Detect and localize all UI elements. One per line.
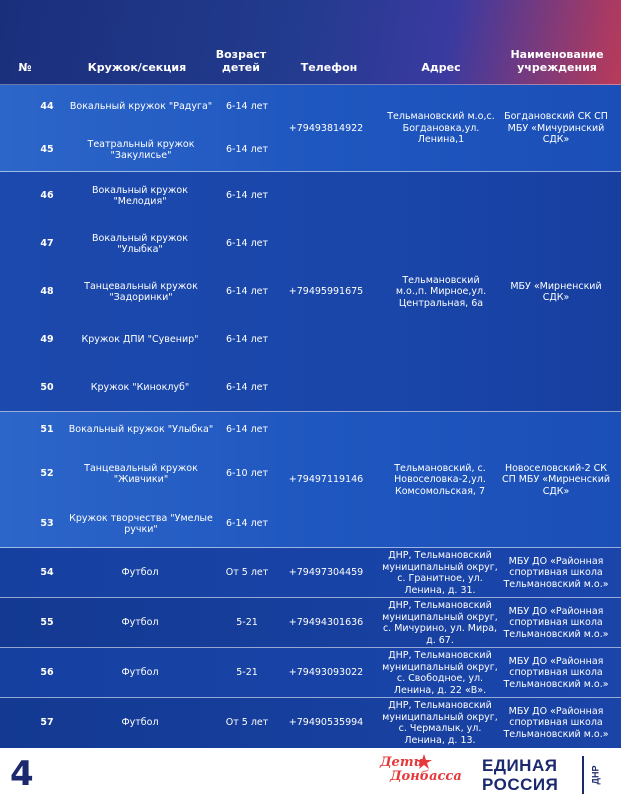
header-num: № xyxy=(18,61,32,74)
row-section: Кружок "Киноклуб" xyxy=(90,382,190,394)
group-address: Тельмановский, с. Новоселовка-2,ул. Комсомольская, 7 xyxy=(394,462,486,497)
row-age: 6-10 лет xyxy=(225,468,269,480)
row-age: 6-14 лет xyxy=(225,238,269,250)
row-number: 51 xyxy=(40,424,54,436)
group-institution: Новоселовский-2 СК СП МБУ «Мирненский СДК» xyxy=(501,462,611,497)
row-age: 6-14 лет xyxy=(225,190,269,202)
row-section: Футбол xyxy=(121,717,159,729)
group-phone: +79493093022 xyxy=(288,667,364,679)
table-group xyxy=(0,548,621,598)
group-phone: +79497119146 xyxy=(288,474,364,486)
row-number: 57 xyxy=(40,717,54,729)
header-phone: Телефон xyxy=(300,61,358,74)
table-body xyxy=(0,85,621,748)
row-number: 46 xyxy=(40,190,54,202)
group-phone: +79494301636 xyxy=(288,617,364,629)
logo-er-line1: ЕДИНАЯ xyxy=(482,756,558,775)
row-number: 49 xyxy=(40,334,54,346)
table-group xyxy=(0,85,621,172)
page-number: 4 xyxy=(10,754,34,794)
row-number: 54 xyxy=(40,567,54,579)
group-address: ДНР, Тельмановский муниципальный округ, с. Чермалык, ул. Ленина, д. 13. xyxy=(382,700,498,746)
group-phone: +79497304459 xyxy=(288,567,364,579)
group-address: ДНР, Тельмановский муниципальный округ, с. Гранитное, ул. Ленина, д. 31. xyxy=(382,550,498,596)
row-number: 53 xyxy=(40,518,54,530)
row-number: 55 xyxy=(40,617,54,629)
logo-er-region: ДНР xyxy=(590,765,601,785)
table-group xyxy=(0,648,621,698)
group-institution: Богдановский СК СП МБУ «Мичуринский СДК» xyxy=(504,111,608,146)
logo-deti-line1: Дети xyxy=(380,755,424,770)
row-age: От 5 лет xyxy=(225,567,269,579)
table-group xyxy=(0,698,621,748)
table-header xyxy=(0,0,621,84)
edinaya-rossiya-logo xyxy=(478,754,618,796)
group-institution: МБУ «Мирненский СДК» xyxy=(510,280,602,303)
row-number: 45 xyxy=(40,144,54,156)
group-phone: +79490535994 xyxy=(288,717,364,729)
row-number: 56 xyxy=(40,667,54,679)
group-institution: МБУ ДО «Районная спортивная школа Тельмановский м.о.» xyxy=(503,705,609,740)
group-phone: +79493814922 xyxy=(288,122,364,134)
header-address: Адрес xyxy=(421,61,461,74)
header-section: Кружок/секция xyxy=(87,61,187,74)
row-number: 47 xyxy=(40,238,54,250)
row-age: 6-14 лет xyxy=(225,100,269,112)
table-group xyxy=(0,598,621,648)
group-address: ДНР, Тельмановский муниципальный округ, с. Мичурино, ул. Мира, д. 67. xyxy=(382,600,498,646)
group-phone: +79495991675 xyxy=(288,286,364,298)
group-institution: МБУ ДО «Районная спортивная школа Тельмановский м.о.» xyxy=(503,655,609,690)
row-section: Танцевальный кружок "Живчики" xyxy=(84,462,198,485)
row-number: 52 xyxy=(40,468,54,480)
row-section: Театральный кружок "Закулисье" xyxy=(87,138,195,161)
logo-deti-line2: Донбасса xyxy=(390,769,462,784)
logo-er-line2: РОССИЯ xyxy=(482,775,559,794)
row-section: Кружок творчества "Умелые ручки" xyxy=(69,512,213,535)
table-group xyxy=(0,412,621,548)
header-age: Возраст детей xyxy=(215,48,267,74)
row-number: 44 xyxy=(40,100,54,112)
group-institution: МБУ ДО «Районная спортивная школа Тельмановский м.о.» xyxy=(503,555,609,590)
row-age: От 5 лет xyxy=(225,717,269,729)
row-section: Вокальный кружок "Мелодия" xyxy=(92,184,188,207)
row-section: Футбол xyxy=(121,567,159,579)
row-section: Вокальный кружок "Улыбка" xyxy=(92,232,188,255)
page-footer xyxy=(0,748,621,800)
deti-donbassa-logo xyxy=(380,752,476,796)
row-section: Вокальный кружок "Улыбка" xyxy=(68,424,214,436)
row-age: 6-14 лет xyxy=(225,382,269,394)
row-section: Футбол xyxy=(121,667,159,679)
group-address: Тельмановский м.о,с. Богдановка,ул. Ленина,1 xyxy=(387,111,495,146)
row-age: 6-14 лет xyxy=(225,424,269,436)
row-age: 5-21 xyxy=(236,617,258,629)
row-age: 6-14 лет xyxy=(225,518,269,530)
row-age: 6-14 лет xyxy=(225,144,269,156)
row-number: 50 xyxy=(40,382,54,394)
row-age: 6-14 лет xyxy=(225,334,269,346)
row-age: 6-14 лет xyxy=(225,286,269,298)
table-group xyxy=(0,172,621,412)
row-section: Кружок ДПИ "Сувенир" xyxy=(81,334,199,346)
header-institution: Наименование учреждения xyxy=(510,48,604,74)
logo-separator xyxy=(582,756,584,794)
row-section: Танцевальный кружок "Задоринки" xyxy=(84,280,198,303)
row-section: Вокальный кружок "Радуга" xyxy=(69,100,213,112)
group-institution: МБУ ДО «Районная спортивная школа Тельмановский м.о.» xyxy=(503,605,609,640)
row-number: 48 xyxy=(40,286,54,298)
row-age: 5-21 xyxy=(236,667,258,679)
group-address: Тельмановский м.о.,п. Мирное,ул. Центральная, 6а xyxy=(395,274,487,309)
group-address: ДНР, Тельмановский муниципальный округ, с. Свободное, ул. Ленина, д. 22 «В». xyxy=(382,650,498,696)
row-section: Футбол xyxy=(121,617,159,629)
